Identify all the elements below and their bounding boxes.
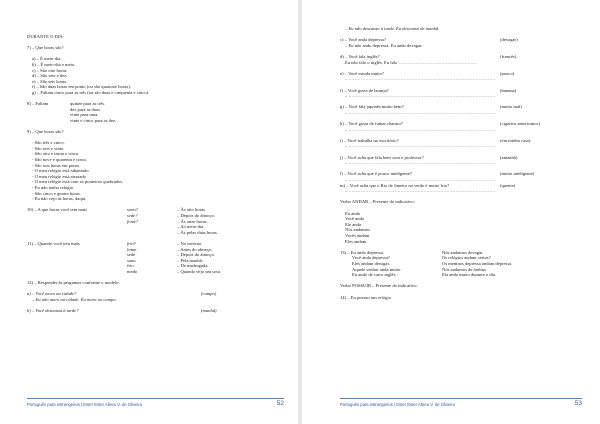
answer-c: c) – São oito horas. [32, 67, 68, 73]
q11-answer: – Quando vejo um urso. [177, 268, 222, 274]
faltam-item: vinte e cinco para as dez. [70, 117, 117, 123]
answer-b: b) – É meio-dia e meia. [32, 61, 76, 67]
right-page-content [340, 26, 586, 300]
q11-cue: fome [127, 246, 137, 252]
exercise-cue: (muito mal) [500, 104, 522, 110]
q11-cue: frio? [127, 240, 136, 246]
conjugation-line: Você anda [345, 216, 364, 222]
q12b-row [27, 308, 290, 314]
page-footer [27, 398, 284, 408]
question-11-label: 11) – Quando você tem mais [27, 240, 80, 246]
q13-left-item: Você anda depressa? [352, 255, 390, 261]
q13-left-item: Aquele senhor anda muito. [352, 266, 402, 272]
exercise-answer: – …………………………………………………………………………………… [345, 143, 496, 149]
q11-cue: medo [127, 268, 138, 274]
exercise-question: h) – Você gosta de fumar charuto? [340, 121, 403, 127]
q12b-answer: – Eu não descanso à tarde. Eu descanso de manhã. [345, 26, 440, 31]
conjugation-line: Vocês andam [345, 232, 370, 238]
question-8-label: 8) – Faltam [27, 101, 49, 107]
answer-item: - O meu relógio está atrasado. [32, 173, 88, 179]
q13-left-item: Eu ando de carro inglês. [352, 272, 397, 278]
q11-row [27, 269, 290, 275]
exercise-question: g) – Você fala japonês muito bem? [340, 104, 404, 110]
question-12: 12) – Responder às perguntas conforme o modelo: [27, 280, 120, 286]
q11-answer: – De madrugada. [177, 263, 209, 269]
q13-right-item: Nós andamos de ônibus. [442, 266, 487, 272]
q12b-cue: (manhã) [201, 308, 217, 314]
exercise-answer: – …………………………………………………………………………………… [345, 109, 496, 115]
q13-right-item: Nós andamos devagar. [442, 249, 484, 255]
q13-right-item: Os relógios andam certos? [442, 255, 491, 261]
exercise-cue: (em minha casa) [500, 137, 531, 143]
q10-cue: sede? [127, 213, 138, 218]
answer-item: - São nove e quarenta e cinco. [32, 157, 88, 163]
page-number: 52 [276, 400, 284, 407]
exercise-cue: (quente) [500, 182, 516, 188]
conjugation-line: Eu ando [345, 210, 361, 216]
question-13-label: 13) – Eu ando depressa. [340, 249, 385, 255]
q13-left-item: Eles andam devagar. [352, 260, 390, 266]
q11-cue: sede [127, 252, 136, 258]
exercise-answer: – Eu não ando depressa. Eu ando devagar. [345, 42, 423, 48]
right-page [302, 0, 600, 424]
q10-answer: – Às onze horas. [177, 218, 208, 224]
answer-item: - O meu relógio está com os ponteiros quebrados. [32, 179, 124, 185]
exercise-answer: – …………………………………………………………………………………… [345, 93, 496, 99]
conjugation-line: Eles andam [345, 238, 367, 244]
q10-cue: fome? [127, 218, 139, 224]
q11-answer: – Pela manhã. [177, 257, 203, 263]
answer-item: - O meu relógio está adiantado. [32, 168, 90, 174]
exercise-question: j) – Você acha que fala bem com o professor? [340, 154, 424, 160]
conjugation-line: Ele anda [345, 221, 361, 227]
exercise-answer: – …………………………………………………………………………………… [345, 177, 496, 183]
question-10-label: 10) – A que horas você tem mais [27, 207, 88, 213]
exercise-answer: – …………………………………………………………………………………… [345, 76, 496, 82]
answer-f: f) – São duas horas em ponto (ou são quatorze horas). [32, 84, 131, 90]
q10-answer: – Ao meio-dia. [177, 224, 205, 230]
q10-row [27, 230, 290, 236]
q11-answer: – No inverno. [177, 240, 203, 246]
answer-item: - Eu não tenho relógio. [32, 185, 75, 191]
section-heading: DURANTE O DIA: [27, 34, 65, 39]
exercise-cue: (banana) [500, 87, 517, 93]
question-9: 9) – Que horas são? [27, 129, 64, 135]
answer-item: - São oito e trinta e cinco. [32, 151, 80, 157]
answer-e: e) – São seis horas. [32, 78, 68, 84]
left-page-content [27, 34, 290, 314]
exercise-answer: – …………………………………………………………………………………… [345, 188, 496, 194]
footer-text: Português para estrangeiros | Ester Ester Abreu V. de Oliveira [27, 402, 142, 407]
verb-andar-heading: Verbo ANDAR – Presente do indicativo: [340, 199, 415, 205]
q11-answer: – Antes do almoço. [177, 246, 213, 252]
q12b-question: b) – Você descansa à tarde? [27, 308, 79, 314]
answer-item: - São cinco e quatro horas. [32, 190, 81, 196]
exercise-question: m) – Você acha que o Rio de Janeiro no verão é muito frio? [340, 182, 450, 188]
exercise-question: l) – Você acha que é pouco inteligente? [340, 171, 412, 177]
answer-a: a) – É meio-dia. [32, 56, 62, 62]
q11-answer: – Depois do almoço. [177, 252, 216, 258]
exercise-answer: – …………………………………………………………………………………… [345, 126, 496, 132]
exercise-question: c) – Você anda depressa? [340, 37, 387, 43]
question-14: 14) – Eu possuo um relógio. [340, 294, 393, 300]
q12a-answer: – Eu não moro na cidade. Eu moro no campo. [32, 296, 117, 302]
exercise-cue: (devagar) [500, 37, 518, 43]
exercise-cue: (cigarros americanos) [500, 121, 540, 127]
q11-cue: sono [127, 257, 136, 263]
answer-g: g) – Faltam cinco para as três (ou são duas e cinquenta e cinco). [32, 89, 150, 95]
exercise-question: f) – Você gosta de laranja? [340, 87, 389, 93]
question-7: 7) – Que horas são? [27, 45, 64, 51]
exercise-question: d) – Você fala inglês? [340, 53, 380, 59]
exercise-cue: (pouco) [500, 70, 515, 76]
exercise-answer: – …………………………………………………………………………………… [345, 160, 496, 166]
faltam-item: quinze para as três. [70, 101, 106, 107]
q10-cue: sono? [127, 207, 138, 213]
answer-item: - São seis e vinte. [32, 145, 65, 151]
answer-d: d) – São sete e dez. [32, 73, 68, 79]
exercise-cue: (amanhã) [500, 154, 518, 160]
q12a-question: a) – Você mora na cidade? [27, 291, 77, 297]
q10-answer: – Às pelas duas horas. [177, 229, 218, 235]
answer-item: - São três e cinco. [32, 140, 65, 146]
faltam-item: dez para as duas. [70, 106, 102, 112]
exercise-answer: Eu não falo o inglês. Eu falo …………………………………………… [345, 59, 477, 65]
page-number: 53 [574, 400, 582, 407]
page-footer [340, 398, 582, 408]
exercise-question: e) – Você estuda muito? [340, 70, 384, 76]
q13-row [340, 272, 586, 278]
conjugation-line: Nós andamos [345, 227, 370, 233]
faltam-item: vinte para uma. [70, 112, 99, 118]
exercise-cue: (muito inteligente) [500, 171, 535, 177]
q13-right-item: Ela anda muito durante o dia. [442, 272, 497, 278]
q13-right-item: Os meninos depressa andam depressa. [442, 260, 513, 266]
exercise-question: i) – Você trabalha no escritório? [340, 137, 399, 143]
verb-possuir-heading: Verbo POSSUIR – Presente do indicativo: [340, 283, 418, 289]
footer-text: Português para estrangeiros | Ester Ester Abreu V. de Oliveira [340, 402, 455, 407]
left-page [0, 0, 298, 424]
exercise-cue: (francês) [500, 53, 517, 59]
q10-answer: – Às oito horas. [177, 207, 207, 213]
q10-answer: – Depois do almoço. [177, 213, 216, 218]
q11-cue: frio [127, 263, 134, 269]
answer-item: - São seis horas em ponto. [32, 162, 81, 168]
q12a-cue: (campo) [201, 291, 217, 297]
answer-item: - Eu não vejo as horas, daqui. [32, 196, 87, 202]
